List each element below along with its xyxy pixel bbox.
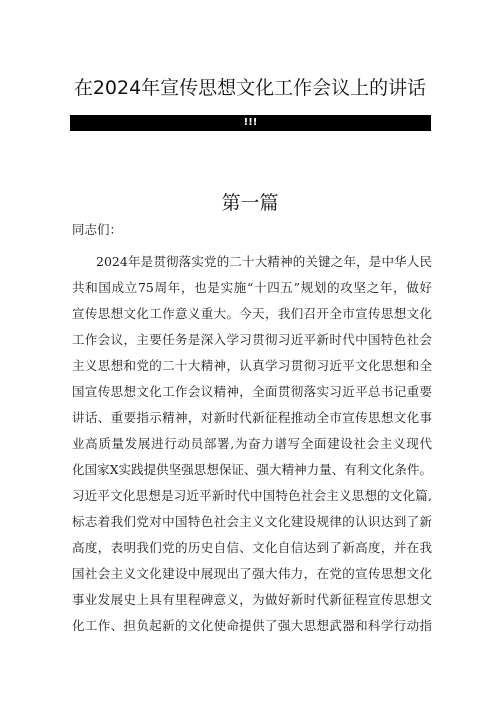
body-line: 习近平文化思想是习近平新时代中国特色社会主义思想的文化篇, xyxy=(72,488,432,503)
document-title: 在2024年宣传思想文化工作会议上的讲话 xyxy=(73,77,427,99)
body-line: 标志着我们党对中国特色社会主义文化建设规律的认识达到了新 xyxy=(72,514,432,529)
section-heading: 第一篇 xyxy=(221,192,279,214)
body-line: 工作会议，主要任务是深入学习贯彻习近平新时代中国特色社会 xyxy=(72,332,432,347)
title-underline-bar: !!! xyxy=(70,115,431,131)
body-line: 宣传思想文化工作意义重大。今天，我们召开全市宣传思想文化 xyxy=(72,306,432,321)
body-line: 国社会主义文化建设中展现出了强大伟力，在党的宣传思想文化 xyxy=(72,566,432,581)
body-line: 共和国成立75周年，也是实施“十四五”规划的攻坚之年，做好 xyxy=(72,280,432,295)
body-line: 2024年是贯彻落实党的二十大精神的关键之年，是中华人民 xyxy=(96,254,432,269)
body-line: 化工作、担负起新的文化使命提供了强大思想武器和科学行动指 xyxy=(72,618,432,633)
salutation: 同志们： xyxy=(72,222,123,237)
body-line: 业高质量发展进行动员部署,为奋力谱写全面建设社会主义现代 xyxy=(72,436,432,451)
body-line: 国宣传思想文化工作会议精神，全面贯彻落实习近平总书记重要 xyxy=(72,384,432,399)
body-line: 事业发展史上具有里程碑意义，为做好新时代新征程宣传思想文 xyxy=(72,592,432,607)
body-line: 高度，表明我们党的历史自信、文化自信达到了新高度，并在我 xyxy=(72,540,432,555)
body-line: 化国家X实践提供坚强思想保证、强大精神力量、有利文化条件。 xyxy=(72,462,432,477)
body-line: 主义思想和党的二十大精神，认真学习贯彻习近平文化思想和全 xyxy=(72,358,432,373)
body-line: 讲话、重要指示精神，对新时代新征程推动全市宣传思想文化事 xyxy=(72,410,432,425)
